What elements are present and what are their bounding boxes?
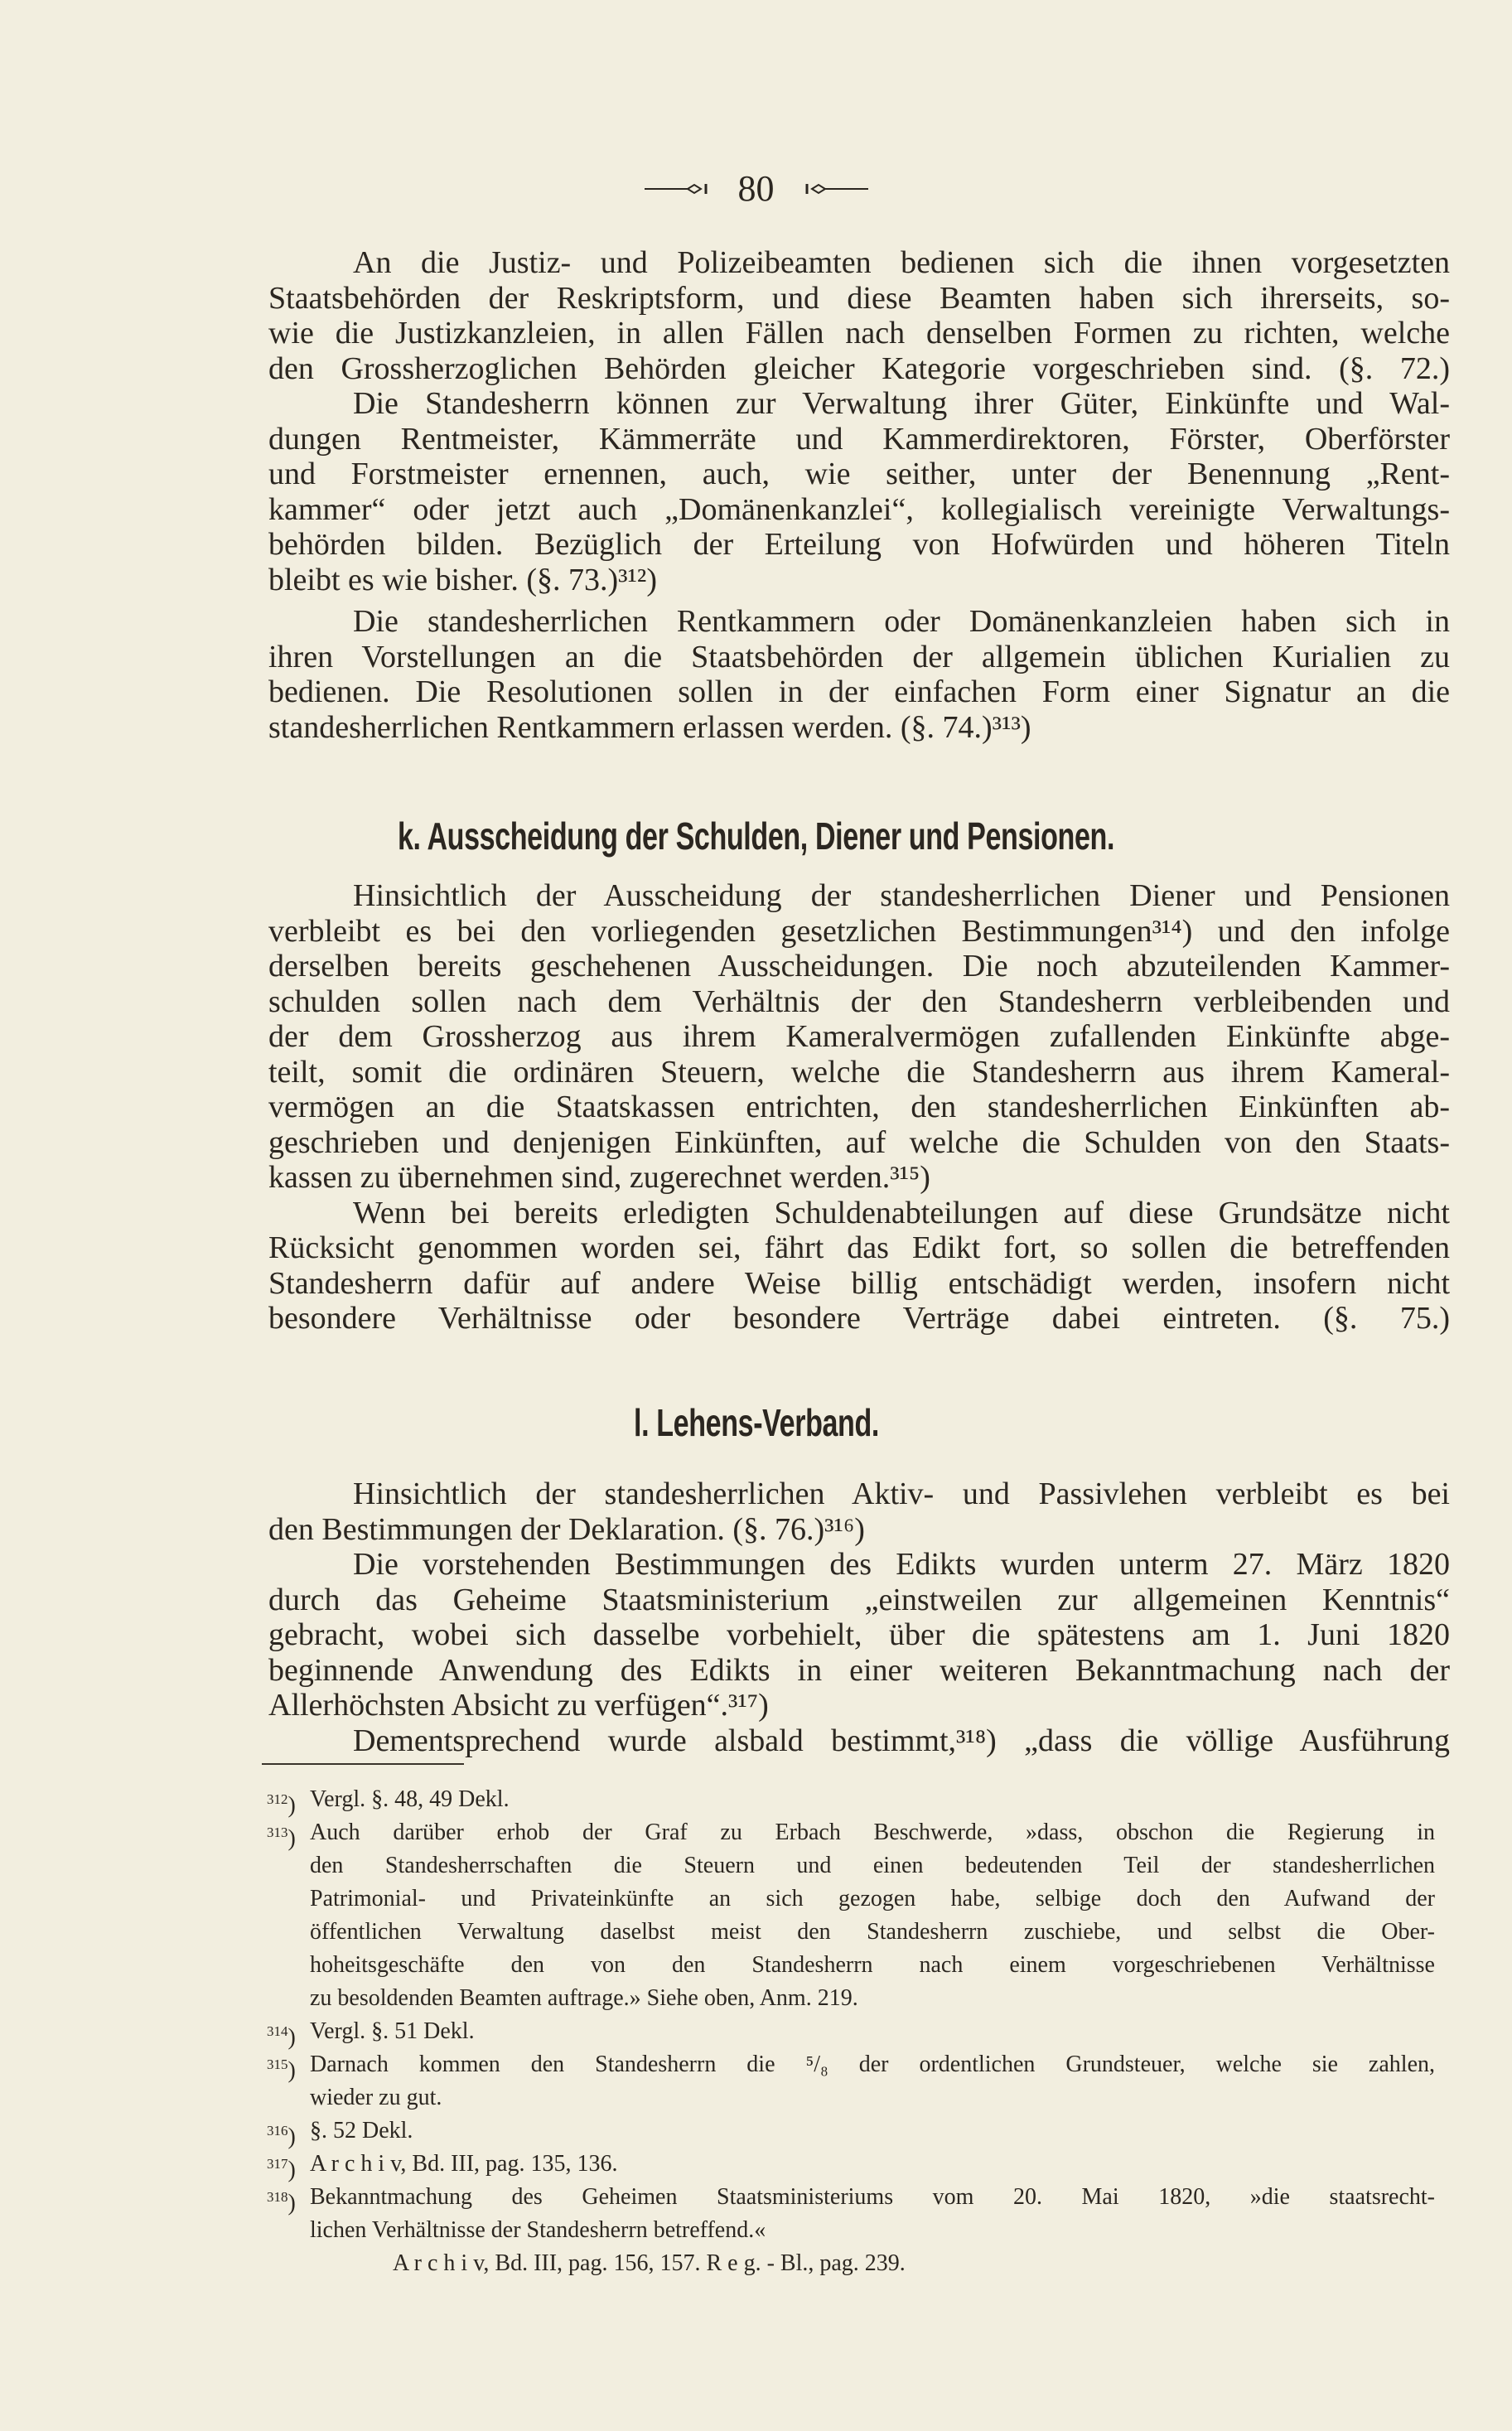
footnote-line: Vergl. §. 51 Dekl. (310, 2018, 475, 2044)
footnote-divider (262, 1763, 464, 1765)
footnote-number-text: 316 (267, 2123, 288, 2139)
heading-k (0, 814, 1512, 858)
footnote-line: zu besoldenden Beamten auftrage.» Siehe oben, Anm. 219. (310, 1985, 858, 2011)
footnote-line: Patrimonial- und Privateinkünfte an sich gezogen habe, selbige doch den Aufwand der (310, 1886, 1435, 1911)
text-line: behörden bilden. Bezüglich der Erteilung von Hofwürden und höheren Titeln (268, 527, 1450, 562)
footnote-line: A r c h i v, Bd. III, pag. 156, 157. R e g. - Bl., pag. 239. (393, 2250, 906, 2276)
text-line: und Forstmeister ernennen, auch, wie seither, unter der Benennung „Rent- (268, 457, 1450, 491)
text-line: der dem Grossherzog aus ihrem Kameralvermögen zufallenden Einkünfte abge- (268, 1019, 1450, 1054)
page-header (0, 164, 1512, 210)
text-line: ihren Vorstellungen an die Staatsbehörden der allgemein üblichen Kurialien zu (268, 639, 1450, 674)
text-line: teilt, somit die ordinären Steuern, welche die Standesherrn aus ihrem Kameral- (268, 1054, 1450, 1090)
text-line: standesherrlichen Rentkammern erlassen werden. (§. 74.)³¹³) (268, 709, 1031, 745)
text-line: den Bestimmungen der Deklaration. (§. 76.)³¹⁶) (268, 1511, 865, 1547)
text-line: Die Standesherrn können zur Verwaltung ihrer Güter, Einkünfte und Wal- (353, 386, 1450, 421)
footnote (267, 1783, 1435, 1819)
text-line: geschrieben und denjenigen Einkünften, auf welche die Schulden von den Staats- (268, 1124, 1450, 1160)
footnote-line: §. 52 Dekl. (310, 2118, 413, 2143)
text-line: Standesherrn dafür auf andere Weise billig entschädigt werden, insofern nicht (268, 1265, 1450, 1301)
footnote-number: $^{318}$) (267, 2189, 296, 2216)
footnote-line: Auch darüber erhob der Graf zu Erbach Beschwerde, »dass, obschon die Regierung in (310, 1820, 1435, 1845)
text-line: bedienen. Die Resolutionen sollen in der einfachen Form einer Signatur an die (268, 674, 1450, 709)
footnote-number-text: 318 (267, 2189, 288, 2205)
heading-l-text: l. Lehens-Verband. (633, 1401, 879, 1444)
footnote-number-text: 314 (267, 2023, 288, 2039)
footnote-line: Vergl. §. 48, 49 Dekl. (310, 1786, 510, 1812)
footnote (267, 2048, 1435, 2114)
text-line: Die standesherrlichen Rentkammern oder Domänenkanzleien haben sich in (353, 604, 1450, 639)
text-line: bleibt es wie bisher. (§. 73.)³¹²) (268, 562, 657, 597)
footnote-number-text: 317 (267, 2156, 288, 2172)
section-2-text (268, 878, 1450, 1336)
footnote (267, 2181, 1435, 2280)
text-line: Hinsichtlich der standesherrlichen Aktiv- und Passivlehen verbleibt es bei (353, 1476, 1450, 1511)
text-line: vermögen an die Staatskassen entrichten, den standesherrlichen Einkünften ab- (268, 1090, 1450, 1124)
text-line: kammer“ oder jetzt auch „Domänenkanzlei“, kollegialisch vereinigte Verwaltungs- (268, 491, 1450, 527)
text-line: Wenn bei bereits erledigten Schuldenabteilungen auf diese Grundsätze nicht (353, 1195, 1450, 1230)
footnote-line: hoheitsgeschäfte den von den Standesherrn nach einem vorgeschriebenen Verhältnisse (310, 1952, 1435, 1978)
text-line: An die Justiz- und Polizeibeamten bedienen sich die ihnen vorgesetzten (353, 245, 1450, 280)
footnote (267, 2148, 1435, 2181)
text-line: derselben bereits geschehenen Ausscheidungen. Die noch abzuteilenden Kammer- (268, 949, 1450, 984)
heading-k-text: k. Ausscheidung der Schulden, Diener und Pensionen. (397, 814, 1115, 858)
text-line: wie die Justizkanzleien, in allen Fällen nach denselben Formen zu richten, welche (268, 316, 1450, 350)
footnote-line: den Standesherrschaften die Steuern und einen bedeutenden Teil der standesherrlichen (310, 1853, 1435, 1878)
text-line: Staatsbehörden der Reskriptsform, und diese Beamten haben sich ihrerseits, so- (268, 280, 1450, 316)
heading-l (0, 1400, 1512, 1445)
text-line: verbleibt es bei den vorliegenden gesetzlichen Bestimmungen³¹⁴) und den infolge (268, 913, 1450, 949)
footnotes (267, 1783, 1435, 2280)
footnote-number: $^{312}$) (267, 1791, 296, 1819)
footnote-line: lichen Verhältnisse der Standesherrn betreffend.« (310, 2217, 766, 2243)
section-1-text (268, 245, 1450, 745)
footnote-number-text: 315 (267, 2056, 288, 2072)
footnote-line: öffentlichen Verwaltung daselbst meist den Standesherrn zuschiebe, und selbst die Ober- (310, 1919, 1435, 1945)
ornament-right-icon (802, 181, 868, 197)
text-line: Hinsichtlich der Ausscheidung der standesherrlichen Diener und Pensionen (353, 878, 1450, 913)
text-line: den Grossherzoglichen Behörden gleicher Kategorie vorgeschrieben sind. (§. 72.) (268, 350, 1450, 386)
footnote (267, 2114, 1435, 2148)
footnote (267, 2015, 1435, 2051)
footnote-line: Darnach kommen den Standesherrn die ⁵/₈ der ordentlichen Grundsteuer, welche sie zahlen, (310, 2052, 1435, 2077)
text-line: Dementsprechend wurde alsbald bestimmt,³¹⁸) „dass die völlige Ausführung (353, 1723, 1450, 1758)
footnote-number: $^{317}$) (267, 2156, 296, 2183)
footnote-number: $^{315}$) (267, 2056, 296, 2084)
footnote-line: Bekanntmachung des Geheimen Staatsministeriums vom 20. Mai 1820, »die staatsrecht- (310, 2184, 1435, 2210)
section-3-text (268, 1476, 1450, 1758)
text-line: dungen Rentmeister, Kämmerräte und Kammerdirektoren, Förster, Oberförster (268, 421, 1450, 457)
text-line: schulden sollen nach dem Verhältnis der den Standesherrn verbleibenden und (268, 984, 1450, 1019)
footnote-number-text: 313 (267, 1824, 288, 1840)
footnote-number: $^{313}$) (267, 1824, 296, 1852)
footnote-number: $^{314}$) (267, 2023, 296, 2051)
ornament-left-icon (645, 181, 711, 197)
footnote-line: A r c h i v, Bd. III, pag. 135, 136. (310, 2151, 618, 2177)
footnote-number: $^{316}$) (267, 2123, 296, 2150)
text-line: Die vorstehenden Bestimmungen des Edikts wurden unterm 27. März 1820 (353, 1547, 1450, 1582)
footnote-line: wieder zu gut. (310, 2085, 442, 2110)
text-line: beginnende Anwendung des Edikts in einer weiteren Bekanntmachung nach der (268, 1652, 1450, 1688)
page-number: 80 (737, 168, 775, 210)
text-line: Allerhöchsten Absicht zu verfügen“.³¹⁷) (268, 1688, 769, 1723)
footnote-number-text: 312 (267, 1791, 288, 1807)
text-line: besondere Verhältnisse oder besondere Verträge dabei eintreten. (§. 75.) (268, 1301, 1450, 1336)
text-line: kassen zu übernehmen sind, zugerechnet werden.³¹⁵) (268, 1160, 930, 1195)
text-line: durch das Geheime Staatsministerium „einstweilen zur allgemeinen Kenntnis“ (268, 1582, 1450, 1617)
text-line: Rücksicht genommen worden sei, fährt das Edikt fort, so sollen die betreffenden (268, 1230, 1450, 1265)
text-line: gebracht, wobei sich dasselbe vorbehielt, über die spätestens am 1. Juni 1820 (268, 1617, 1450, 1652)
footnote (267, 1816, 1435, 2015)
